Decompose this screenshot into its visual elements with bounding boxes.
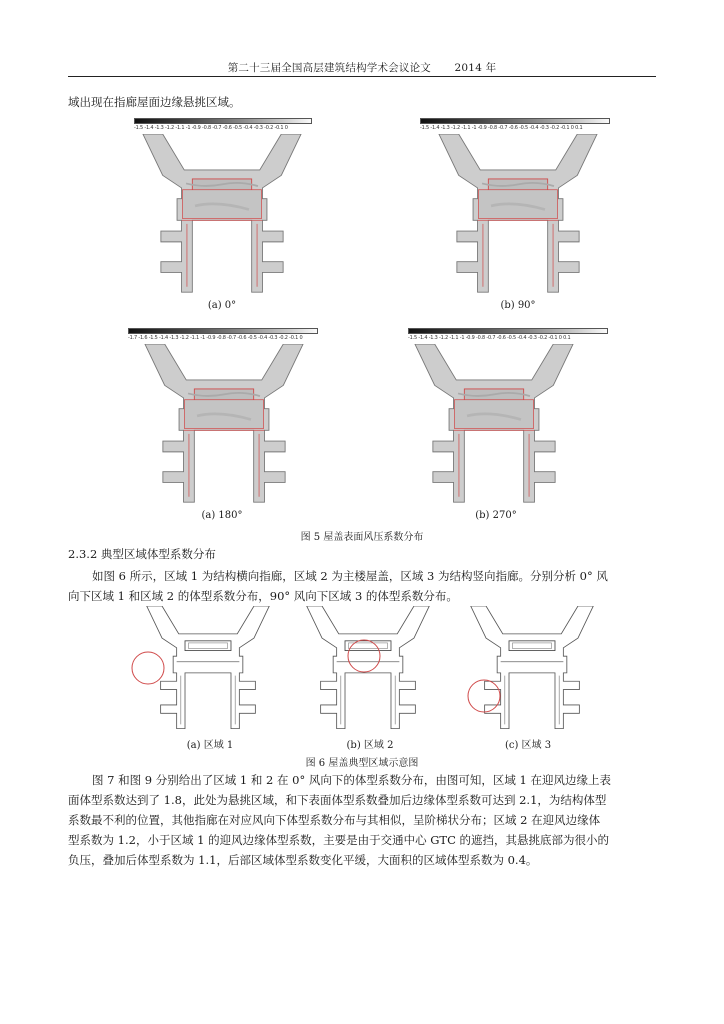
colorbar-ticks: -1.5 -1.4 -1.3 -1.2 -1.1 -1 -0.9 -0.8 -0.7 -0.6 -0.5 -0.4 -0.3 -0.2 -0.1 0 [134, 125, 288, 131]
figure-5-caption: 图 5 屋盖表面风压系数分布 [300, 532, 424, 543]
intro-line: 域出现在指廊屋面边缘悬挑区域。 [68, 95, 241, 109]
colorbar-gradient [408, 328, 608, 334]
panel-label: (a) 180° [201, 510, 243, 521]
panel-label: (b) 270° [475, 510, 517, 521]
region-label: (a) 区域 1 [186, 740, 234, 751]
colorbar-gradient [134, 118, 312, 124]
paragraph-2 [68, 770, 656, 870]
region-highlight-circle [468, 680, 500, 712]
roof-contour-map [134, 344, 314, 504]
region-label: (c) 区域 3 [504, 740, 552, 751]
colorbar-ticks: -1.7 -1.6 -1.5 -1.4 -1.3 -1.2 -1.1 -1 -0.9 -0.8 -0.7 -0.6 -0.5 -0.4 -0.3 -0.2 -0.1 0 [128, 335, 303, 341]
page-header [68, 60, 656, 75]
colorbar [408, 328, 608, 341]
panel-label: (a) 0° [207, 300, 237, 311]
paragraph-line: 图 7 和图 9 分别给出了区域 1 和 2 在 0° 风向下的体型系数分布，由图可知，区域 1 在迎风边缘上表 [92, 773, 612, 787]
colorbar [128, 328, 318, 341]
roof-outline-diagram [288, 606, 448, 730]
colorbar [420, 118, 610, 131]
paragraph-line: 系数最不利的位置，其他指廊在对应风向下体型系数分布与其相似，呈阶梯状分布；区域 2 在迎风边缘体 [68, 813, 601, 827]
paragraph-line: 如图 6 所示，区域 1 为结构横向指廊，区域 2 为主楼屋盖，区域 3 为结构竖向指廊。分别分析 0° 风 [92, 569, 608, 583]
region-label: (b) 区域 2 [346, 740, 394, 751]
region-highlight-circle [132, 652, 164, 684]
roof-outline-diagram [452, 606, 612, 730]
paragraph-line: 向下区域 1 和区域 2 的体型系数分布，90° 风向下区域 3 的体型系数分布。 [68, 589, 458, 603]
paragraph-1 [68, 566, 656, 606]
colorbar [134, 118, 312, 131]
colorbar-gradient [420, 118, 610, 124]
roof-contour-map [428, 134, 608, 294]
roof-contour-map [132, 134, 312, 294]
figure-6-caption: 图 6 屋盖典型区域示意图 [305, 758, 419, 769]
paragraph-line: 型系数为 1.2，小于区域 1 的迎风边缘体型系数，主要是由于交通中心 GTC 的遮挡，其悬挑底部为很小的 [68, 833, 610, 847]
section-heading: 2.3.2 典型区域体型系数分布 [68, 547, 216, 561]
roof-outline-diagram [128, 606, 288, 730]
conference-title: 第二十三届全国高层建筑结构学术会议论文 [227, 62, 431, 74]
year-label: 2014 年 [454, 62, 497, 74]
colorbar-gradient [128, 328, 318, 334]
panel-label: (b) 90° [500, 300, 536, 311]
roof-contour-map [404, 344, 584, 504]
colorbar-ticks: -1.5 -1.4 -1.3 -1.2 -1.1 -1 -0.9 -0.8 -0.7 -0.6 -0.5 -0.4 -0.3 -0.2 -0.1 0 0.1 [408, 335, 571, 341]
header-rule [68, 76, 656, 77]
paragraph-line: 负压，叠加后体型系数为 1.1，后部区域体型系数变化平缓，大面积的区域体型系数为 0.4。 [68, 853, 538, 867]
paragraph-line: 面体型系数达到了 1.8，此处为悬挑区域，和下表面体型系数叠加后边缘体型系数可达到 2.1，为结构体型 [68, 793, 607, 807]
colorbar-ticks: -1.5 -1.4 -1.3 -1.2 -1.1 -1 -0.9 -0.8 -0.7 -0.6 -0.5 -0.4 -0.3 -0.2 -0.1 0 0.1 [420, 125, 583, 131]
